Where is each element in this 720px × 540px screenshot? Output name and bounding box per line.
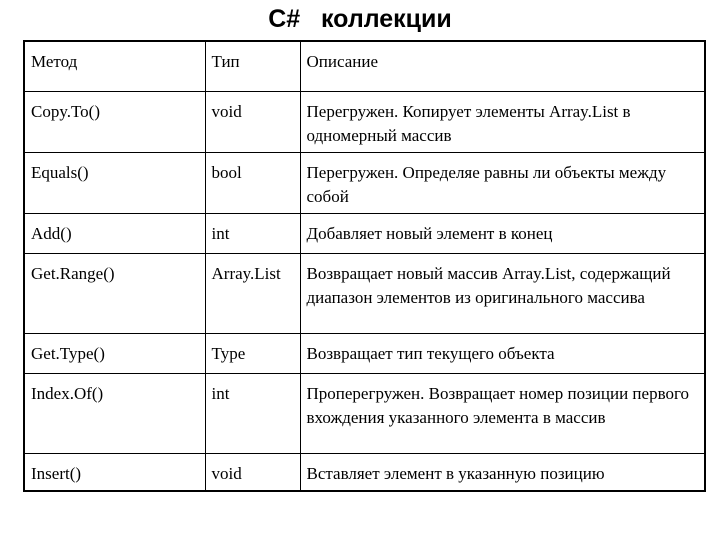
- table-row: [24, 453, 705, 491]
- row-description: Вставляет элемент в указанную позицию: [300, 453, 705, 491]
- slide-title: C# коллекции: [268, 5, 452, 33]
- row-method: Get.Range(): [24, 253, 205, 333]
- row-description: Возвращает тип текущего объекта: [300, 333, 705, 373]
- header-type: Тип: [205, 41, 300, 91]
- row-method: Index.Of(): [24, 373, 205, 453]
- table-row: [24, 373, 705, 453]
- row-description: Добавляет новый элемент в конец: [300, 213, 705, 253]
- row-type: int: [205, 373, 300, 453]
- row-description: Возвращает новый массив Array.List, содержащий диапазон элементов из оригинального массива: [300, 253, 705, 333]
- row-method: Copy.To(): [24, 91, 205, 152]
- row-method: Equals(): [24, 152, 205, 213]
- header-method: Метод: [24, 41, 205, 91]
- table-header-row: [24, 41, 705, 91]
- table-row: [24, 213, 705, 253]
- row-type: bool: [205, 152, 300, 213]
- row-description: Перегружен. Определяе равны ли объекты между собой: [300, 152, 705, 213]
- row-type: Type: [205, 333, 300, 373]
- row-type: Array.List: [205, 253, 300, 333]
- row-method: Add(): [24, 213, 205, 253]
- table-row: [24, 91, 705, 152]
- row-method: Insert(): [24, 453, 205, 491]
- row-type: void: [205, 91, 300, 152]
- header-description: Описание: [300, 41, 705, 91]
- row-method: Get.Type(): [24, 333, 205, 373]
- row-description: Проперегружен. Возвращает номер позиции первого вхождения указанного элемента в массив: [300, 373, 705, 453]
- table-row: [24, 333, 705, 373]
- table-row: [24, 253, 705, 333]
- row-type: int: [205, 213, 300, 253]
- row-description: Перегружен. Копирует элементы Array.List в одномерный массив: [300, 91, 705, 152]
- row-type: void: [205, 453, 300, 491]
- table-row: [24, 152, 705, 213]
- collections-table: [23, 40, 706, 492]
